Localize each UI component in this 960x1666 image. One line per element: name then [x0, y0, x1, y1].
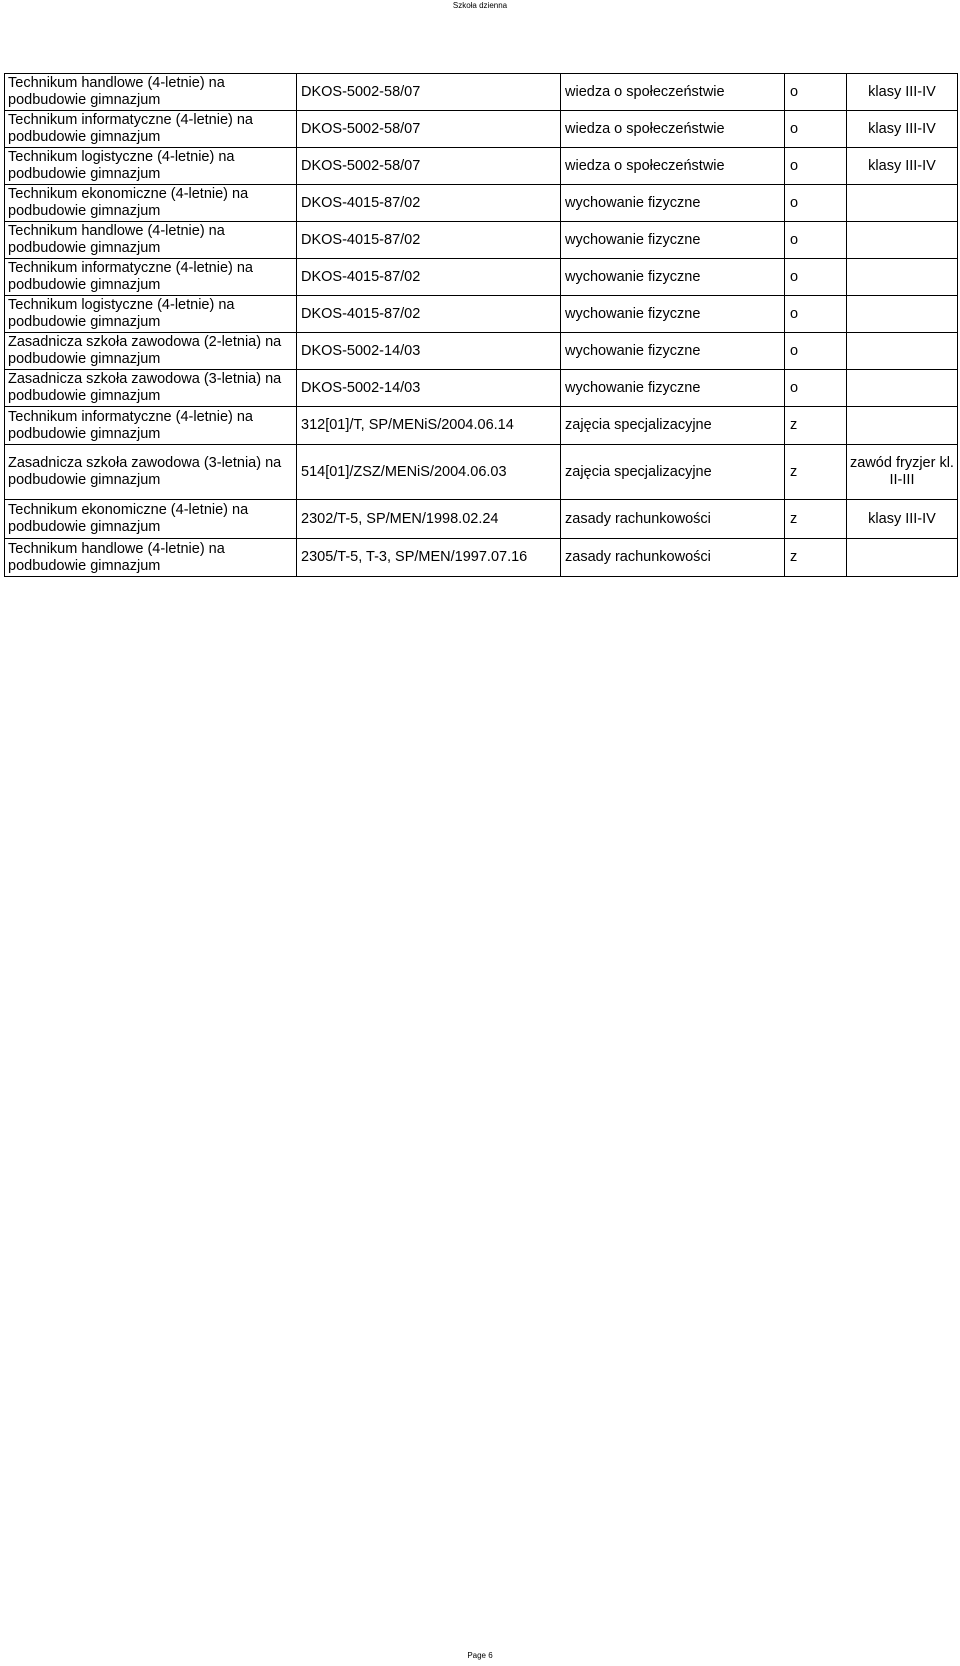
school-cell: Technikum ekonomiczne (4-letnie) na podbudowie gimnazjum	[5, 500, 297, 539]
subject-cell: wychowanie fizyczne	[561, 296, 785, 333]
program-cell: 2305/T-5, T-3, SP/MEN/1997.07.16	[297, 539, 561, 577]
page-number: Page 6	[467, 1651, 493, 1660]
type-cell: o	[785, 296, 847, 333]
subject-cell: zajęcia specjalizacyjne	[561, 445, 785, 500]
program-cell: DKOS-5002-58/07	[297, 111, 561, 148]
type-cell: o	[785, 370, 847, 407]
school-cell: Technikum logistyczne (4-letnie) na podbudowie gimnazjum	[5, 296, 297, 333]
page-header: Szkoła dzienna	[452, 1, 508, 10]
subject-cell: wiedza o społeczeństwie	[561, 148, 785, 185]
school-cell: Technikum informatyczne (4-letnie) na podbudowie gimnazjum	[5, 259, 297, 296]
subject-cell: zajęcia specjalizacyjne	[561, 407, 785, 445]
school-cell: Zasadnicza szkoła zawodowa (3-letnia) na podbudowie gimnazjum	[5, 370, 297, 407]
subject-cell: wiedza o społeczeństwie	[561, 111, 785, 148]
subject-cell: wychowanie fizyczne	[561, 185, 785, 222]
program-cell: 312[01]/T, SP/MENiS/2004.06.14	[297, 407, 561, 445]
note-cell	[847, 222, 958, 259]
table-row	[5, 445, 958, 500]
school-cell: Technikum handlowe (4-letnie) na podbudowie gimnazjum	[5, 222, 297, 259]
subject-cell: wychowanie fizyczne	[561, 259, 785, 296]
type-cell: o	[785, 259, 847, 296]
subject-cell: zasady rachunkowości	[561, 500, 785, 539]
type-cell: o	[785, 222, 847, 259]
program-cell: DKOS-5002-58/07	[297, 74, 561, 111]
type-cell: z	[785, 539, 847, 577]
program-cell: DKOS-5002-58/07	[297, 148, 561, 185]
school-cell: Technikum logistyczne (4-letnie) na podbudowie gimnazjum	[5, 148, 297, 185]
table-row	[5, 500, 958, 539]
note-cell: klasy III-IV	[847, 148, 958, 185]
note-cell	[847, 259, 958, 296]
table-row	[5, 74, 958, 111]
note-cell: klasy III-IV	[847, 111, 958, 148]
subject-cell: wychowanie fizyczne	[561, 370, 785, 407]
program-cell: DKOS-4015-87/02	[297, 259, 561, 296]
note-cell	[847, 296, 958, 333]
table-row	[5, 370, 958, 407]
school-cell: Technikum informatyczne (4-letnie) na podbudowie gimnazjum	[5, 407, 297, 445]
note-cell: zawód fryzjer kl. II-III	[847, 445, 958, 500]
school-cell: Technikum handlowe (4-letnie) na podbudowie gimnazjum	[5, 539, 297, 577]
program-cell: DKOS-4015-87/02	[297, 222, 561, 259]
type-cell: o	[785, 74, 847, 111]
school-cell: Technikum ekonomiczne (4-letnie) na podbudowie gimnazjum	[5, 185, 297, 222]
subject-cell: wychowanie fizyczne	[561, 333, 785, 370]
curriculum-table-body	[5, 74, 958, 577]
table-row	[5, 222, 958, 259]
table-row	[5, 185, 958, 222]
table-row	[5, 333, 958, 370]
type-cell: z	[785, 445, 847, 500]
type-cell: o	[785, 333, 847, 370]
type-cell: o	[785, 148, 847, 185]
note-cell: klasy III-IV	[847, 500, 958, 539]
note-cell	[847, 407, 958, 445]
subject-cell: zasady rachunkowości	[561, 539, 785, 577]
type-cell: z	[785, 500, 847, 539]
note-cell: klasy III-IV	[847, 74, 958, 111]
note-cell	[847, 539, 958, 577]
school-cell: Zasadnicza szkoła zawodowa (3-letnia) na podbudowie gimnazjum	[5, 445, 297, 500]
note-cell	[847, 333, 958, 370]
program-cell: DKOS-4015-87/02	[297, 185, 561, 222]
note-cell	[847, 185, 958, 222]
curriculum-table	[4, 73, 958, 577]
table-row	[5, 539, 958, 577]
note-cell	[847, 370, 958, 407]
type-cell: o	[785, 111, 847, 148]
subject-cell: wiedza o społeczeństwie	[561, 74, 785, 111]
table-row	[5, 111, 958, 148]
program-cell: 2302/T-5, SP/MEN/1998.02.24	[297, 500, 561, 539]
program-cell: DKOS-4015-87/02	[297, 296, 561, 333]
program-cell: 514[01]/ZSZ/MENiS/2004.06.03	[297, 445, 561, 500]
table-row	[5, 259, 958, 296]
type-cell: z	[785, 407, 847, 445]
school-cell: Zasadnicza szkoła zawodowa (2-letnia) na podbudowie gimnazjum	[5, 333, 297, 370]
school-cell: Technikum handlowe (4-letnie) na podbudowie gimnazjum	[5, 74, 297, 111]
subject-cell: wychowanie fizyczne	[561, 222, 785, 259]
table-row	[5, 296, 958, 333]
table-row	[5, 407, 958, 445]
type-cell: o	[785, 185, 847, 222]
school-cell: Technikum informatyczne (4-letnie) na podbudowie gimnazjum	[5, 111, 297, 148]
program-cell: DKOS-5002-14/03	[297, 333, 561, 370]
table-row	[5, 148, 958, 185]
program-cell: DKOS-5002-14/03	[297, 370, 561, 407]
